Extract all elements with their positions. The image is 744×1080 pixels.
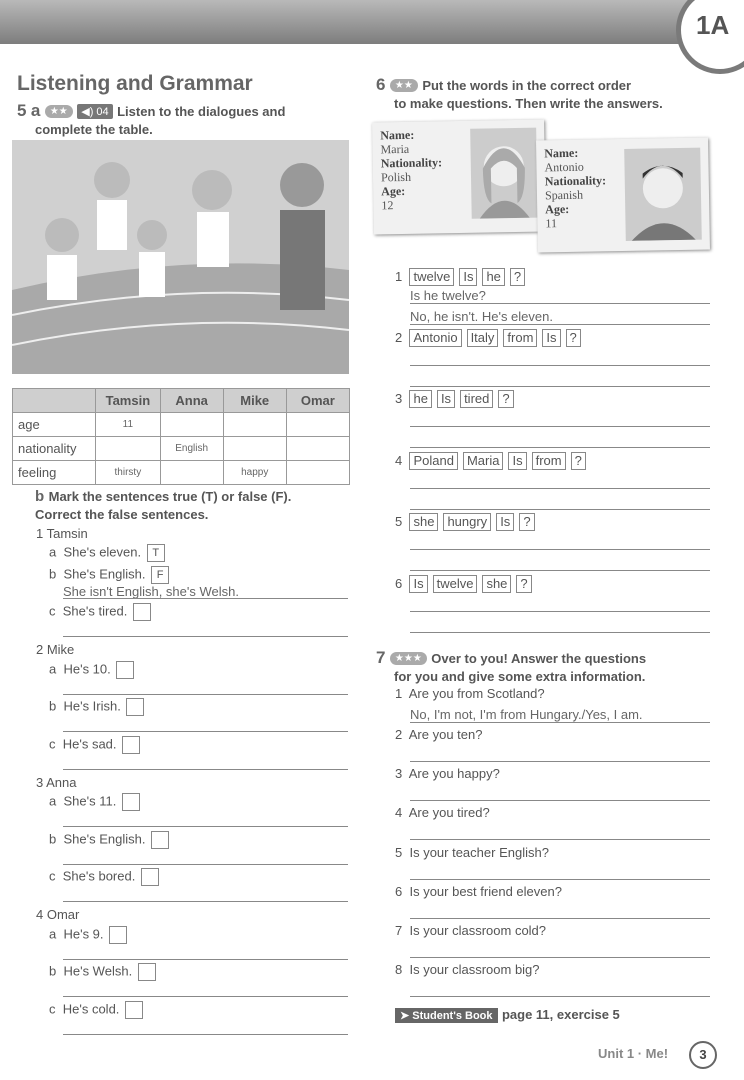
nationality-value: Polish [380,169,412,185]
statement [49,603,151,621]
item-letter: c [49,868,56,884]
word-box: he [482,268,504,286]
ex6-item [395,268,530,286]
question-answer: No, I'm not, I'm from Hungary./Yes, I am. [410,707,643,722]
ex7-question [395,766,500,781]
answer-line[interactable] [410,957,710,958]
answer-line[interactable] [410,632,710,633]
item-number: 6 [395,884,403,899]
tf-checkbox[interactable] [141,868,159,886]
table-header: Mike [223,389,286,413]
page-number: 3 [689,1041,717,1069]
item-letter: a [49,793,57,809]
tf-checkbox[interactable] [151,831,169,849]
exercise-6-header [376,75,696,113]
word-box: Is [437,390,455,408]
question-answer: Is he twelve? [410,288,486,303]
students-book-reference [395,1006,620,1024]
statement-text: He's Irish. [63,698,121,714]
exercise-letter: a [30,101,41,120]
exercise-number: 5 [17,101,27,120]
profile-card-antonio [536,138,710,253]
footer-unit: Unit 1 · Me! [598,1046,669,1061]
instruction: Over to you! Answer the questions [431,651,647,666]
tf-checkbox[interactable] [125,1001,143,1019]
name-label: Name: [380,127,415,143]
answer-line[interactable] [63,864,348,865]
age-value: 11 [545,216,558,231]
answer-line[interactable] [63,598,348,599]
tf-checkbox[interactable] [109,926,127,944]
tf-checkbox[interactable] [122,736,140,754]
statement-text: He's cold. [62,1001,120,1017]
ex7-question [395,884,562,899]
answer-line[interactable] [410,761,710,762]
ex7-question [395,727,482,742]
tf-checkbox[interactable] [116,661,134,679]
word-box: tired [460,390,493,408]
ex6-item [395,329,586,347]
question-text: Are you happy? [408,766,500,781]
table-cell[interactable] [160,461,223,485]
table-cell[interactable]: happy [223,461,286,485]
students-book-label: ➤ Student's Book [395,1008,498,1023]
item-number: 4 [395,805,403,820]
statement-text: He's Welsh. [63,963,133,979]
item-number: 7 [395,923,403,938]
exercise-letter: b [35,488,45,505]
item-number: 8 [395,962,403,977]
word-box: Is [496,513,514,531]
ex7-question [395,686,545,701]
statement-text: He's 9. [63,926,104,942]
item-letter: b [49,831,57,847]
top-banner [0,0,744,44]
ex6-item [395,452,591,470]
statement [49,868,159,886]
word-box: from [503,329,537,347]
statement [49,831,169,849]
table-header: Tamsin [96,389,160,413]
answer-line[interactable] [63,694,348,695]
question-text: Is your best friend eleven? [409,884,562,899]
exercise-5b-header [35,488,355,524]
word-box: ? [571,452,586,470]
table-cell[interactable] [286,461,349,485]
word-box: she [482,575,511,593]
statement [49,544,165,562]
nationality-label: Nationality: [380,155,443,171]
word-box: ? [566,329,581,347]
question-text: Is your classroom big? [409,962,540,977]
exercise-5a-header [17,101,347,139]
answer-line[interactable] [410,611,710,612]
reference-text: page 11, exercise 5 [501,1007,620,1022]
instruction: Put the words in the correct order [422,78,632,93]
table-cell[interactable] [286,437,349,461]
item-number: 4 [395,453,403,468]
answer-line[interactable] [63,636,348,637]
item-letter: b [49,698,57,714]
statement [49,736,140,754]
question-text: Are you ten? [408,727,483,742]
word-box: Maria [463,452,504,470]
audio-track-icon: ◀) 04 [77,104,112,119]
group-label: 4 Omar [36,907,80,922]
answer-line[interactable] [410,324,710,325]
row-label: feeling [13,461,96,485]
correction-answer: She isn't English, she's Welsh. [63,584,239,599]
answer-line[interactable] [410,488,710,489]
word-box: ? [498,390,513,408]
instruction: Listen to the dialogues and [117,104,286,119]
question-text: Are you tired? [408,805,490,820]
item-letter: b [49,566,57,582]
maria-photo [470,128,538,219]
statement [49,793,140,811]
word-box: ? [519,513,534,531]
answer-line[interactable] [410,303,710,304]
difficulty-stars: ★★ [390,79,418,92]
answer-line[interactable] [63,959,348,960]
question-text: Are you from Scotland? [408,686,545,701]
ex7-question [395,805,490,820]
tf-checkbox[interactable] [133,603,151,621]
item-letter: c [49,736,56,752]
item-number: 6 [395,576,403,591]
word-box: she [409,513,438,531]
row-label: age [13,413,96,437]
age-label: Age: [381,183,406,199]
answer-line[interactable] [410,365,710,366]
item-number: 1 [395,686,403,701]
question-text: Is your classroom cold? [409,923,547,938]
statement [49,963,156,981]
unit-label: 1A [696,10,730,40]
statement-text: She's English. [63,831,146,847]
statement-text: He's 10. [63,661,111,677]
table-cell[interactable]: English [160,437,223,461]
word-box: Antonio [409,329,461,347]
item-letter: c [49,603,56,619]
table-cell[interactable] [160,413,223,437]
answer-line[interactable] [410,722,710,723]
item-number: 2 [395,727,403,742]
answer-line[interactable] [410,386,710,387]
ex7-question [395,923,546,938]
nationality-label: Nationality: [544,173,607,189]
question-text: Is your teacher English? [409,845,549,860]
item-number: 5 [395,514,403,529]
answer-line[interactable] [63,826,348,827]
instruction: for you and give some extra information. [394,669,646,684]
item-number: 5 [395,845,403,860]
answer-line[interactable] [410,549,710,550]
word-box: Is [459,268,477,286]
table-cell[interactable] [223,437,286,461]
name-value: Antonio [544,159,584,175]
exercise-7-header [376,648,706,686]
tf-checkbox[interactable]: F [151,566,169,584]
item-letter: a [49,544,57,560]
item-letter: c [49,1001,56,1017]
name-value: Maria [380,141,410,157]
tf-checkbox[interactable] [122,793,140,811]
table-cell[interactable]: 11 [96,413,160,437]
difficulty-stars: ★★ [45,105,73,118]
group-label: 3 Anna [36,775,77,790]
statement [49,1001,143,1019]
word-box: ? [510,268,525,286]
statement [49,698,144,716]
statement [49,661,134,679]
statement-text: She's bored. [62,868,136,884]
answer-line[interactable] [410,918,710,919]
item-number: 3 [395,766,403,781]
exercise-number: 6 [376,75,386,94]
table-header: Anna [160,389,223,413]
word-box: Italy [467,329,499,347]
name-label: Name: [544,145,579,161]
ex6-item [395,390,519,408]
item-number: 1 [395,269,403,284]
item-number: 3 [395,391,403,406]
instruction: Mark the sentences true (T) or false (F). [48,489,292,504]
table-header: Omar [286,389,349,413]
statement-text: He's sad. [62,736,117,752]
statement-text: She's tired. [62,603,128,619]
word-box: he [409,390,431,408]
antonio-photo [624,148,702,241]
item-letter: a [49,661,57,677]
table-cell[interactable] [286,413,349,437]
item-number: 2 [395,330,403,345]
word-box: Is [409,575,427,593]
group-label: 2 Mike [36,642,75,657]
ex7-question [395,962,540,977]
word-box: Is [508,452,526,470]
item-letter: a [49,926,57,942]
profile-card-maria [372,120,546,235]
answer-line[interactable] [63,1034,348,1035]
answer-line[interactable] [410,570,710,571]
word-box: hungry [443,513,491,531]
answer-line[interactable] [410,996,710,997]
row-label: nationality [13,437,96,461]
answer-line[interactable] [410,509,710,510]
word-box: Poland [409,452,457,470]
statement-text: She's eleven. [63,544,142,560]
age-value: 12 [381,198,394,213]
answer-line[interactable] [63,769,348,770]
statement-text: She's English. [63,566,146,582]
group-label: 1 Tamsin [36,526,88,541]
item-letter: b [49,963,57,979]
tf-checkbox[interactable] [126,698,144,716]
ex7-question [395,845,549,860]
nationality-value: Spanish [544,187,584,203]
table-header [13,389,96,413]
race-illustration [12,140,349,374]
table-cell[interactable]: thirsty [96,461,160,485]
statement-text: She's 11. [63,793,117,809]
answer-line[interactable] [63,996,348,997]
answer-line[interactable] [410,879,710,880]
ex6-item [395,513,540,531]
statement [49,926,127,944]
answer-line[interactable] [410,839,710,840]
exercise-number: 7 [376,648,386,667]
answer-line[interactable] [410,800,710,801]
answer-line[interactable] [410,426,710,427]
age-label: Age: [545,201,570,217]
word-box: ? [516,575,531,593]
statement [49,566,169,584]
word-box: Is [542,329,560,347]
difficulty-stars: ★★★ [390,652,427,665]
ex6-item [395,575,537,593]
section-heading: Listening and Grammar [17,72,253,95]
word-box: twelve [409,268,454,286]
instruction: Correct the false sentences. [35,507,209,522]
word-box: from [532,452,566,470]
table-cell[interactable] [96,437,160,461]
tf-checkbox[interactable] [138,963,156,981]
instruction: to make questions. Then write the answers. [394,96,663,111]
answer-line[interactable] [63,731,348,732]
answer-table [12,388,350,485]
question-answer: No, he isn't. He's eleven. [410,309,553,324]
table-cell[interactable] [223,413,286,437]
answer-line[interactable] [63,901,348,902]
answer-line[interactable] [410,447,710,448]
tf-checkbox[interactable]: T [147,544,165,562]
word-box: twelve [433,575,478,593]
instruction: complete the table. [35,122,153,137]
